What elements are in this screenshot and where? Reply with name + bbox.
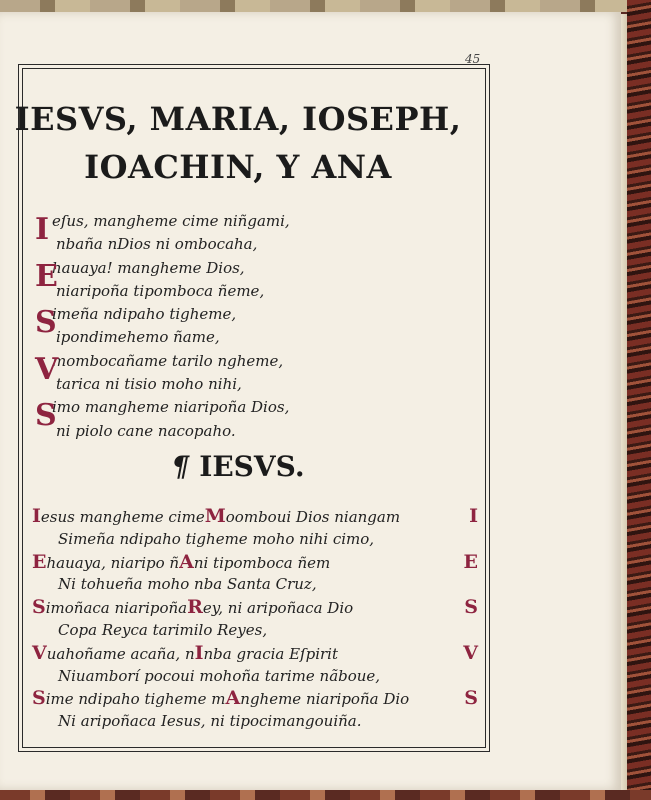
verse-line-text: Ni tohueña moho nba Santa Cruz,	[58, 575, 317, 594]
initial-capital: V	[35, 351, 59, 387]
verse-line	[32, 642, 478, 665]
page-number: 45	[465, 52, 481, 66]
initial-capital: V	[32, 641, 47, 664]
verse-line	[32, 687, 478, 710]
initial-capital: S	[35, 398, 57, 434]
verse-line-text-end: ngheme niaripoña Dio	[240, 690, 410, 709]
verse-line-text: nbaña nDios ni ombocaha,	[56, 235, 258, 254]
section-heading-text: IESVS.	[199, 450, 305, 483]
verse-line	[32, 710, 478, 733]
end-capital: S	[464, 687, 478, 710]
end-capital: S	[464, 596, 478, 619]
verse-line-text: ime ndipaho tigheme m	[45, 690, 226, 709]
verse-line-text-end: ey, ni aripoñaca Dio	[202, 599, 354, 618]
book-top-edge	[0, 0, 651, 12]
verse-line-text-end: ni tipomboca ñem	[193, 553, 331, 572]
verse-line	[32, 528, 478, 551]
verse-line-text-end: oomboui Dios niangam	[225, 508, 401, 526]
verse-line-text: imeña ndipaho tigheme,	[52, 305, 237, 324]
verse-line	[32, 573, 478, 596]
end-capital: I	[469, 505, 478, 527]
verse-line	[32, 505, 478, 528]
initial-capital: I	[35, 212, 50, 247]
manuscript-page	[0, 12, 621, 790]
verse-line-text: ipondimehemo ñame,	[56, 328, 220, 347]
section-heading	[0, 450, 476, 483]
title-line-1: IESVS, MARIA, IOSEPH,	[14, 100, 462, 138]
verse-line-text: niaripoña tipomboca ñeme,	[56, 281, 265, 300]
verse-line	[32, 596, 478, 619]
end-capital: V	[463, 641, 478, 664]
acrostic-verse-1	[36, 210, 476, 443]
initial-capital: S	[35, 305, 57, 341]
pilcrow-mark: ¶	[171, 450, 190, 483]
verse-line	[32, 665, 478, 688]
verse-line	[36, 420, 476, 443]
middle-capital: A	[179, 550, 194, 573]
verse-line-text: uahoñame acaña, n	[46, 644, 195, 663]
marbled-binding	[627, 0, 651, 800]
verse-line	[32, 619, 478, 642]
initial-capital: I	[32, 505, 41, 527]
initial-capital: E	[35, 258, 58, 294]
verse-line-text: ni piolo cane nacopaho.	[56, 421, 236, 440]
middle-capital: M	[204, 505, 226, 527]
middle-capital: I	[194, 641, 204, 664]
acrostic-verse-2	[32, 505, 478, 733]
verse-line-text: imoñaca niaripoña	[45, 599, 188, 618]
verse-line	[36, 280, 476, 303]
verse-line-text: eſus, mangheme cime niñgami,	[52, 212, 290, 230]
middle-capital: R	[187, 596, 203, 619]
title-line-2: IOACHIN, Y ANA	[84, 148, 392, 186]
middle-capital: A	[225, 687, 241, 710]
verse-line-text: Simeña ndipaho tigheme moho nihi cimo,	[58, 529, 375, 548]
verse-line-text: hauaya! mangheme Dios,	[52, 258, 245, 277]
verse-line-text: esus mangheme cime	[40, 508, 205, 526]
book-bottom-edge	[0, 790, 651, 800]
initial-capital: S	[32, 687, 46, 710]
verse-line-text: Ni aripoñaca Iesus, ni tipocimangouiña.	[58, 712, 362, 731]
verse-line-text: hauaya, niaripo ñ	[46, 553, 180, 572]
verse-line-text: imo mangheme niaripoña Dios,	[52, 398, 290, 417]
verse-line	[36, 233, 476, 256]
verse-line-text-end: nba gracia Eſpirit	[203, 644, 338, 663]
initial-capital: E	[32, 550, 47, 573]
verse-line	[36, 373, 476, 396]
verse-line-text: tarica ni tisio moho nihi,	[56, 375, 242, 394]
verse-line-text: mombocañame tarilo ngheme,	[52, 351, 284, 370]
verse-line-text: Copa Reyca tarimilo Reyes,	[58, 620, 268, 639]
end-capital: E	[463, 550, 478, 573]
verse-line-text: Niuamborí pocoui mohoña tarime nãboue,	[58, 666, 381, 685]
verse-line	[36, 326, 476, 349]
verse-line	[32, 551, 478, 574]
initial-capital: S	[32, 596, 46, 619]
